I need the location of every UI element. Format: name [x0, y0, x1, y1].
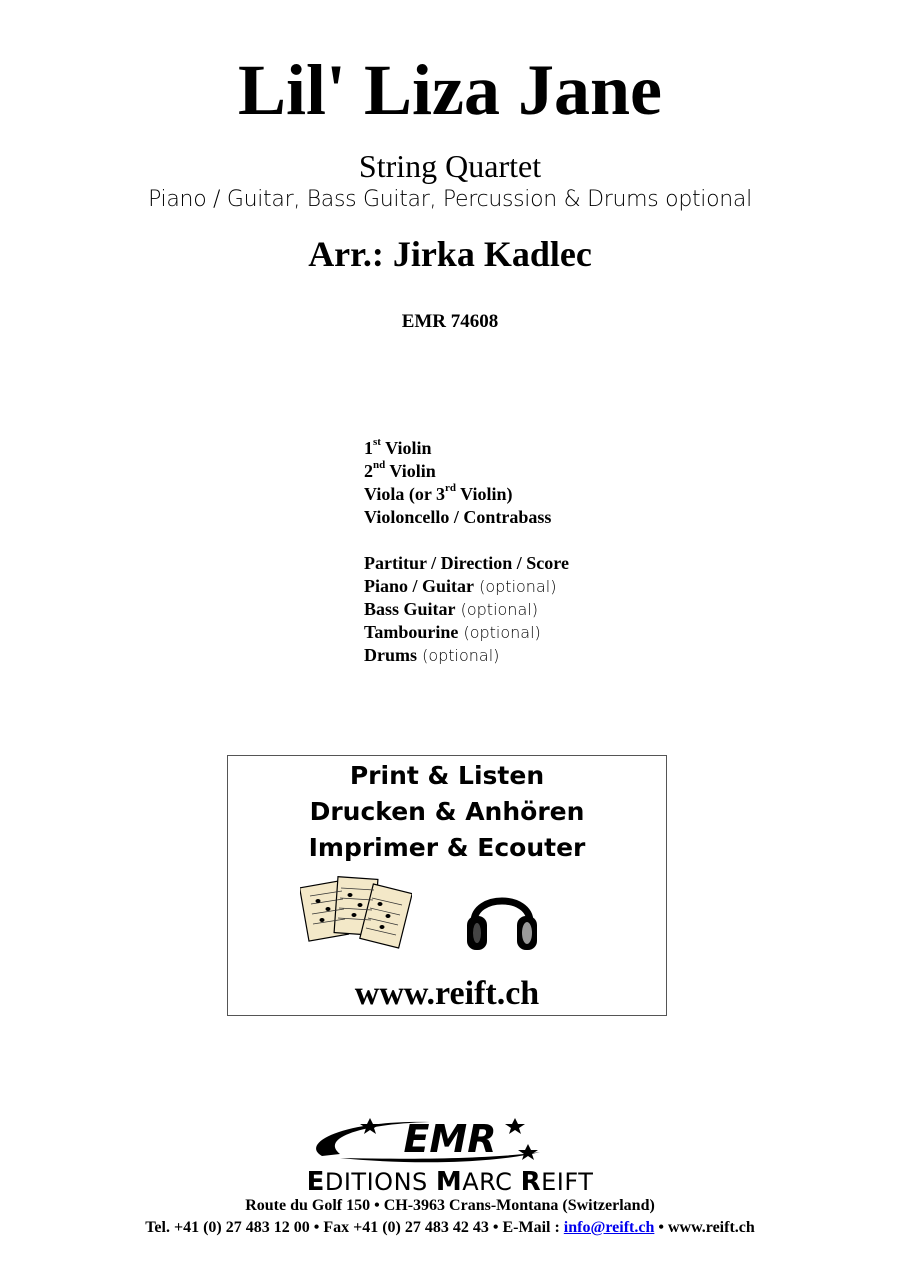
promo-url[interactable]: www.reift.ch: [354, 975, 540, 1012]
part-label: Drums: [364, 645, 417, 665]
publisher-part: ARC: [462, 1168, 521, 1196]
publisher-part: R: [520, 1167, 542, 1197]
part-item: [364, 437, 764, 460]
part-item: [364, 460, 764, 483]
part-label: Bass Guitar: [364, 599, 456, 619]
promo-line-de: Drucken & Anhören: [309, 797, 585, 826]
part-num: 1: [364, 438, 373, 458]
publisher-part: EIFT: [541, 1168, 594, 1196]
publisher-part: E: [306, 1167, 325, 1197]
part-sup: st: [373, 436, 381, 448]
string-parts-list: [364, 437, 764, 529]
promo-line-en: Print & Listen: [349, 761, 545, 790]
part-label: Piano / Guitar: [364, 576, 475, 596]
part-label: Viola (or 3: [364, 484, 445, 504]
promo-line-fr: Imprimer & Ecouter: [308, 833, 586, 862]
emr-logo: [300, 1108, 600, 1168]
part-label: Violin): [456, 484, 513, 504]
arranger-line: Arr.: Jirka Kadlec: [308, 234, 592, 274]
contact-prefix: Tel. +41 (0) 27 483 12 00 • Fax +41 (0) 27 483 42 43 • E-Mail :: [145, 1219, 564, 1236]
print-listen-box: [227, 755, 667, 1016]
sheet-music-icon: [300, 874, 412, 956]
page-title: Lil' Liza Jane: [237, 50, 663, 130]
part-num: 2: [364, 461, 373, 481]
subtitle: String Quartet: [358, 148, 542, 184]
part-note: (optional): [458, 623, 541, 642]
part-item: [364, 506, 764, 529]
publisher-part: M: [435, 1167, 463, 1197]
part-item: [364, 598, 764, 621]
publisher-name: [0, 1168, 900, 1196]
part-item: [364, 575, 764, 598]
part-item: [364, 621, 764, 644]
part-note: (optional): [455, 600, 538, 619]
catalog-number: EMR 74608: [401, 311, 499, 332]
part-item: [364, 552, 764, 575]
publisher-part: DITIONS: [324, 1168, 436, 1196]
part-sup: nd: [373, 459, 386, 471]
part-label: Violoncello / Contrabass: [364, 507, 552, 527]
part-note: (optional): [417, 646, 500, 665]
publisher-address: Route du Golf 150 • CH-3963 Crans-Montana (Switzerland): [245, 1197, 655, 1214]
part-label: Partitur / Direction / Score: [364, 553, 569, 573]
part-item: [364, 483, 764, 506]
headphones-icon: [464, 878, 540, 954]
contact-suffix: • www.reift.ch: [654, 1219, 755, 1236]
part-sup: rd: [445, 482, 456, 494]
email-link[interactable]: info@reift.ch: [563, 1219, 655, 1236]
part-label: Violin: [385, 461, 436, 481]
part-label: Violin: [380, 438, 432, 458]
instrumentation-line: Piano / Guitar, Bass Guitar, Percussion & Drums optional: [148, 187, 752, 212]
part-label: Tambourine: [364, 622, 459, 642]
publisher-contact: [0, 1218, 900, 1238]
part-note: (optional): [474, 577, 557, 596]
part-item: [364, 644, 764, 667]
other-parts-list: [364, 552, 764, 667]
logo-text: EMR: [403, 1117, 497, 1161]
